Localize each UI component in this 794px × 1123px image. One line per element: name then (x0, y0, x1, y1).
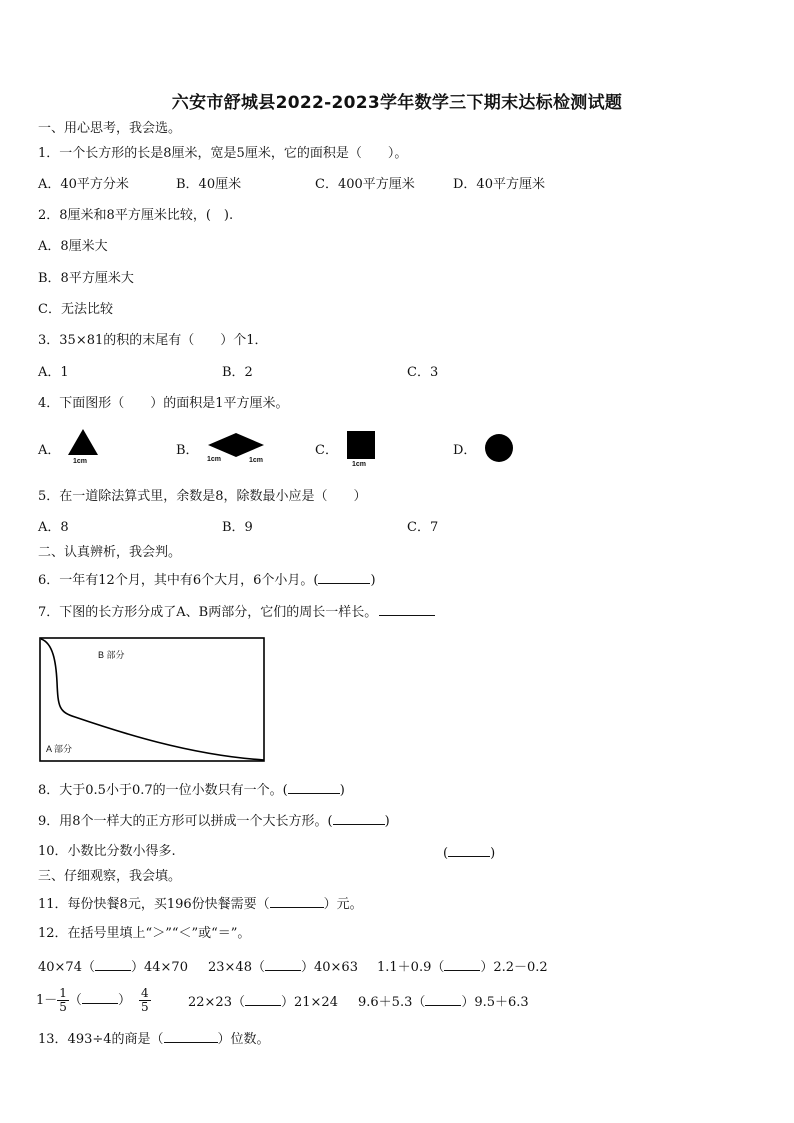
question-4-option-b[interactable]: B． (176, 443, 199, 458)
question-6 (38, 571, 376, 589)
circle-shape-icon (484, 433, 514, 463)
question-1-option-c[interactable]: C．400平方厘米 (315, 177, 415, 192)
question-6-close: ) (370, 573, 376, 588)
compare-item-3 (377, 958, 548, 976)
square-size-label: 1cm (352, 461, 367, 468)
question-11-text: 11．每份快餐8元，买196份快餐需要（ (38, 897, 270, 912)
compare-1-right: ）44×70 (130, 960, 188, 975)
question-8-answer-blank[interactable] (288, 781, 340, 794)
question-8 (38, 781, 345, 799)
question-5-stem: 5．在一道除法算式里，余数是8，除数最小应是（ ） (38, 489, 367, 504)
question-9-text: 9．用8个一样大的正方形可以拼成一个大长方形。( (38, 814, 333, 829)
part-a-label: A 部分 (46, 744, 73, 754)
question-5-option-b[interactable]: B．9 (222, 520, 253, 535)
question-8-text: 8．大于0.5小于0.7的一位小数只有一个。( (38, 783, 288, 798)
compare-item-2 (208, 958, 358, 976)
question-5-option-a[interactable]: A．8 (38, 520, 69, 535)
rhombus-shape-icon (207, 432, 265, 458)
compare-6-left: 9.6＋5.3（ (358, 995, 426, 1010)
compare-6-blank[interactable] (425, 993, 461, 1006)
question-13-answer-blank[interactable] (164, 1030, 218, 1043)
question-1-option-a[interactable]: A．40平方分米 (38, 177, 129, 192)
fraction-2-numerator: 4 (140, 986, 149, 1000)
rhombus-size-label-left: 1cm (207, 456, 222, 463)
question-9-close: ) (384, 814, 390, 829)
square-shape-icon (347, 431, 375, 459)
fraction-2-denominator: 5 (140, 1000, 149, 1014)
compare-2-blank[interactable] (265, 958, 301, 971)
compare-3-blank[interactable] (444, 958, 480, 971)
fraction-1-numerator: 1 (59, 986, 67, 1000)
question-11-tail: ）元。 (323, 897, 363, 912)
question-7-text: 7．下图的长方形分成了A、B两部分，它们的周长一样长。 (38, 605, 378, 620)
triangle-size-label: 1cm (73, 458, 88, 465)
compare-4-lead: 1－ (36, 993, 58, 1008)
question-10-open: ( (443, 846, 449, 861)
question-8-close: ) (339, 783, 345, 798)
question-3-option-a[interactable]: A．1 (38, 365, 69, 380)
compare-item-4 (36, 984, 151, 1018)
triangle-shape-icon (67, 428, 99, 456)
question-4-option-c[interactable]: C． (315, 443, 338, 458)
question-1-stem: 1．一个长方形的长是8厘米，宽是5厘米，它的面积是（ ）。 (38, 146, 408, 161)
section-heading-2: 二、认真辨析，我会判。 (38, 545, 182, 560)
question-3-stem: 3．35×81的积的末尾有（ ）个1． (38, 333, 268, 348)
compare-3-right: ）2.2－0.2 (480, 960, 548, 975)
section-heading-3: 三、仔细观察，我会填。 (38, 869, 182, 884)
fraction-1-denominator: 5 (59, 1000, 67, 1014)
compare-2-left: 23×48（ (208, 960, 265, 975)
part-b-label: B 部分 (98, 650, 125, 660)
compare-4-close: ） (117, 993, 131, 1008)
question-1-option-d[interactable]: D．40平方厘米 (453, 177, 545, 192)
question-9-answer-blank[interactable] (333, 812, 385, 825)
question-2-option-c[interactable]: C．无法比较 (38, 302, 113, 317)
question-13-tail: ）位数。 (217, 1032, 270, 1047)
compare-item-5 (188, 993, 338, 1011)
question-4-option-a[interactable]: A． (38, 443, 61, 458)
question-4-option-d[interactable]: D． (453, 443, 477, 458)
fraction-one-fifth (57, 987, 69, 1014)
question-10-text: 10．小数比分数小得多. (38, 844, 176, 859)
question-6-answer-blank[interactable] (318, 571, 370, 584)
question-3-option-c[interactable]: C．3 (407, 365, 439, 380)
question-11 (38, 895, 363, 913)
question-10-close: ) (490, 846, 496, 861)
compare-4-open: （ (68, 993, 82, 1008)
compare-1-left: 40×74（ (38, 960, 95, 975)
question-9 (38, 812, 390, 830)
compare-item-1 (38, 958, 188, 976)
rhombus-size-label-right: 1cm (249, 457, 264, 464)
compare-6-right: ）9.5＋6.3 (461, 995, 529, 1010)
compare-5-right: ）21×24 (280, 995, 338, 1010)
question-7-answer-blank[interactable] (379, 603, 435, 616)
fraction-four-fifths (139, 987, 151, 1014)
question-3-option-b[interactable]: B．2 (222, 365, 253, 380)
question-4-stem: 4．下面图形（ ）的面积是1平方厘米。 (38, 396, 289, 411)
compare-1-blank[interactable] (95, 958, 131, 971)
question-11-answer-blank[interactable] (270, 895, 324, 908)
question-7 (38, 603, 435, 621)
question-13 (38, 1030, 270, 1048)
question-1-option-b[interactable]: B．40厘米 (176, 177, 242, 192)
compare-item-6 (358, 993, 529, 1011)
compare-5-blank[interactable] (245, 993, 281, 1006)
rectangle-partition-figure (39, 637, 266, 763)
question-2-option-a[interactable]: A．8厘米大 (38, 239, 108, 254)
question-2-option-b[interactable]: B．8平方厘米大 (38, 271, 134, 286)
question-5-option-c[interactable]: C．7 (407, 520, 439, 535)
compare-4-blank[interactable] (82, 991, 118, 1004)
question-10-answer-blank[interactable] (448, 844, 490, 857)
compare-3-left: 1.1＋0.9（ (377, 960, 445, 975)
question-6-text: 6．一年有12个月，其中有6个大月，6个小月。( (38, 573, 319, 588)
question-2-stem: 2．8厘米和8平方厘米比较，( ). (38, 208, 234, 223)
page-title: 六安市舒城县2022-2023学年数学三下期末达标检测试题 (171, 93, 623, 113)
compare-5-left: 22×23（ (188, 995, 245, 1010)
question-12-stem: 12．在括号里填上“＞”“＜”或“＝”。 (38, 926, 251, 941)
section-heading-1: 一、用心思考，我会选。 (38, 121, 182, 136)
question-13-text: 13．493÷4的商是（ (38, 1032, 164, 1047)
question-10-answer (443, 844, 495, 862)
compare-2-right: ）40×63 (300, 960, 358, 975)
